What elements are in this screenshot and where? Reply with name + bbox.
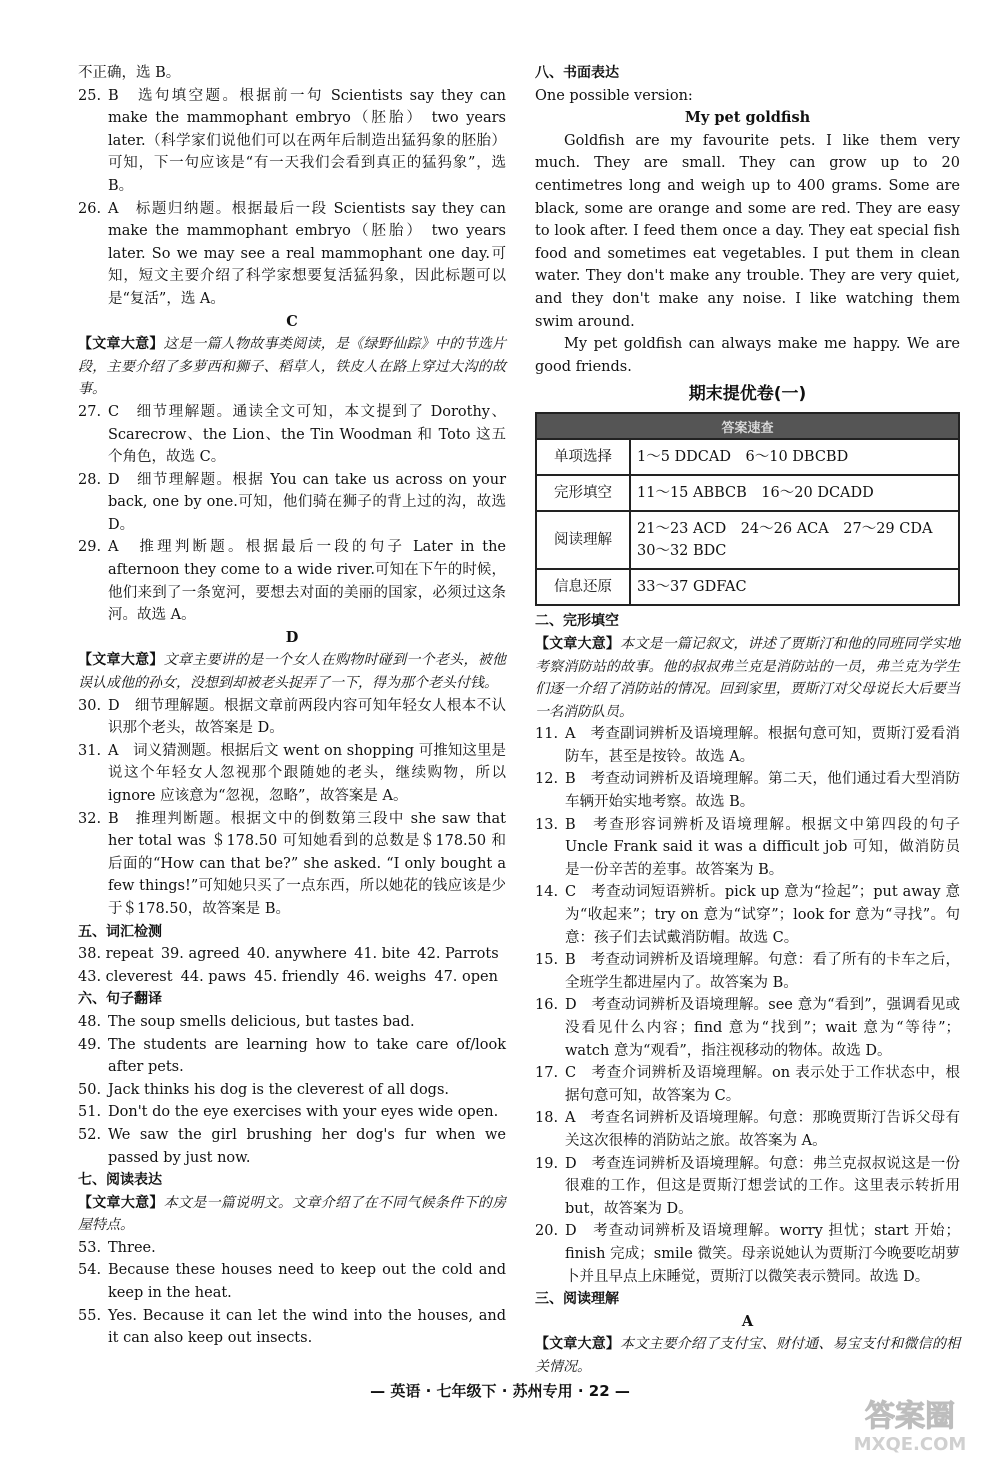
right-column [535,62,960,1379]
item-number: 25. [78,87,102,104]
item-text: A 标题归纳题。根据最后一段 Scientists say they can make the mammophant embryo（胚胎） two years later. So we may see a real mammophant one day.可知，短文主要介绍了科学家想要复活猛犸象，因此标题可以是“复活”，选 A。 [108,200,506,307]
summary-tag: 【文章大意】 [78,336,164,353]
item-number: 12. [535,771,559,788]
answer-item [535,1107,960,1152]
section-heading-writing: 八、书面表达 [535,65,619,81]
item-text: The soup smells delicious, but tastes bad. [108,1013,415,1030]
answer-item [535,768,960,813]
answer-table-row [536,475,959,511]
section-heading: 六、句子翻译 [78,991,162,1008]
essay-title: My pet goldfish [684,109,811,127]
item-text: The students are learning how to take care of/look after pets. [108,1036,506,1076]
answer-keys: 11～15 ABBCB 16～20 DCADD [630,475,959,511]
vocab-answer: 42. Parrots [417,946,499,963]
vocab-answer: 39. agreed [160,946,240,963]
answer-table-row [536,439,959,475]
answer-item [535,881,960,949]
item-text: C 细节理解题。通读全文可知，本文提到了 Dorothy、Scarecrow、the Lion、the Tin Woodman 和 Toto 这五个角色，故选 C。 [108,403,506,466]
vocab-answer: 45. friendly [254,968,339,985]
answer-category: 信息还原 [536,569,630,605]
section-heading: 五、词汇检测 [78,923,162,940]
item-text: B 考查动词辨析及语境理解。句意：看了所有的卡车之后，全班学生都进屋内了。故答案为 B。 [565,952,960,991]
item-text: A 词义猜测题。根据后文 went on shopping 可推知这里是说这个年轻女人忽视那个跟随她的老头，继续购物，所以 ignore 应该意为“忽视，忽略”，故答案是 A。 [108,742,506,804]
item-text: A 考查名词辨析及语境理解。句意：那晚贾斯汀告诉父母有关这次很棒的消防站之旅。故答案为 A。 [565,1110,960,1149]
item-text: B 推理判断题。根据文中的倒数第三段中 she saw that her total was ＄178.50 可知她看到的总数是＄178.50 和后面的“How can that be?” she asked. “I only bought a few things!”可知她只买了一点东西，所以她花的钱应该是少于＄178.50，故答案是 B。 [108,810,506,917]
watermark-url: MXQE.COM [853,1434,967,1455]
vocab-row [78,966,506,989]
item-number: 26. [78,200,102,217]
item-text: D 考查连词辨析及语境理解。句意：弗兰克叔叔说这是一份很难的工作，但这是贾斯汀想尝试的工作。这里表示转折用 but，故答案为 D。 [565,1155,960,1217]
vocab-row [78,943,506,966]
passage-summary [535,633,960,723]
item-number: 20. [535,1223,559,1240]
answer-item [535,814,960,882]
essay-paragraph: Goldfish are my favourite pets. I like them very much. They are small. They can grow up to 20 centimetres long and weigh up to 400 grams. Some are black, some are orange and some are red. They are easy to look after. I feed them once a day. They eat special fish food and sometimes eat vegetables. I put them in clean water. They don't make any trouble. They are very quiet, and they don't make any noise. I like watching them swim around. [535,132,960,330]
answer-table-row [536,569,959,605]
item-number: 17. [535,1065,559,1082]
item-number: 11. [535,726,559,743]
item-number: 18. [535,1110,559,1127]
answer-item [535,994,960,1062]
passage-summary [535,1333,960,1378]
vocab-answer: 47. open [434,968,498,985]
vocab-answer: 41. bite [354,946,411,963]
answer-item [78,1079,506,1102]
answer-keys: 33～37 GDFAC [630,569,959,605]
item-text: Jack thinks his dog is the cleverest of all dogs. [108,1081,450,1098]
item-number: 29. [78,539,102,556]
answer-item [78,198,506,311]
summary-text: 这是一篇人物故事类阅读，是《绿野仙踪》中的节选片段，主要介绍了多萝西和狮子、稻草人，铁皮人在路上穿过大沟的故事。 [78,336,506,398]
summary-tag: 【文章大意】 [535,635,621,652]
item-text: D 考查动词辨析及语境理解。worry 担忧；start 开始；finish 完成；smile 微笑。母亲说她认为贾斯汀今晚要吃胡萝卜并且早点上床睡觉，贾斯汀以微笑表示赞同。故选 D。 [565,1223,960,1285]
answer-category: 单项选择 [536,439,630,475]
section-heading: 三、阅读理解 [535,1291,619,1308]
passage-summary [78,649,506,694]
summary-tag: 【文章大意】 [535,1336,621,1353]
answer-keys: 1～5 DDCAD 6～10 DBCBD [630,439,959,475]
item-text: C 考查介词辨析及语境理解。on 表示处于工作状态中，根据句意可知，故答案为 C。 [565,1065,960,1104]
summary-text: 文章主要讲的是一个女人在购物时碰到一个老头，被他误认成他的孙女，没想到却被老头捉弄了一下，得为那个老头付钱。 [78,652,506,692]
item-number: 14. [535,884,559,901]
section-heading: 二、完形填空 [535,613,619,630]
item-text: D 考查动词辨析及语境理解。see 意为“看到”，强调看见或没看见什么内容；find 意为“找到”；wait 意为“等待”；watch 意为“观看”，指注视移动的物体。故选 D。 [565,997,960,1059]
watermark-text: 答案圈 [865,1399,955,1434]
left-column [78,62,506,1350]
answer-item [78,1124,506,1169]
passage-summary [78,333,506,401]
item-number: 31. [78,742,102,759]
summary-text: 本文是一篇说明文。文章介绍了在不同气候条件下的房屋特点。 [78,1194,506,1234]
answer-item [535,949,960,994]
answer-item [78,85,506,198]
item-text: D 细节理解题。根据文章前两段内容可知年轻女人根本不认识那个老头，故答案是 D。 [108,697,506,737]
answer-item [78,740,506,808]
passage-label: C [286,312,298,330]
answer-table [535,412,960,606]
item-text: Because these houses need to keep out the cold and keep in the heat. [108,1262,506,1302]
item-number: 19. [535,1155,559,1172]
answer-item [535,1220,960,1288]
page-footer: — 英语 · 七年级下 · 苏州专用 · 22 — [370,1382,630,1400]
item-number: 27. [78,403,102,420]
item-number: 15. [535,952,559,969]
item-text: Yes. Because it can let the wind into the houses, and it can also keep out insects. [108,1307,506,1347]
watermark-logo [825,1392,995,1456]
item-text: B 考查形容词辨析及语境理解。根据文中第四段的句子 Uncle Frank said it was a difficult job 可知，做消防员是一份辛苦的差事。故答案为 B。 [565,816,960,878]
answer-item [535,1062,960,1107]
answer-item [78,1237,506,1260]
summary-text: 本文主要介绍了支付宝、财付通、易宝支付和微信的相关情况。 [535,1336,961,1375]
vocab-answer: 40. anywhere [247,946,347,963]
item-number: 49. [78,1036,102,1053]
section-heading: 七、阅读表达 [78,1172,162,1189]
item-number: 16. [535,997,559,1014]
item-text: A 推理判断题。根据最后一段的句子 Later in the afternoon they come to a wide river.可知在下午的时候，他们来到了一条宽河，要想去对面的美丽的国家，必须过这条河。故选 A。 [108,539,506,624]
item-number: 30. [78,697,102,714]
answer-category: 阅读理解 [536,511,630,569]
answer-item [535,1153,960,1221]
answer-item [78,401,506,469]
right-answers [535,610,960,1378]
item-number: 55. [78,1307,102,1324]
passage-label: A [741,1312,754,1330]
answer-item [78,469,506,537]
item-number: 28. [78,471,102,488]
item-number: 51. [78,1104,102,1121]
item-number: 48. [78,1013,102,1030]
answer-item [78,1101,506,1124]
summary-tag: 【文章大意】 [78,1194,164,1211]
answer-keys: 21～23 ACD 24～26 ACA 27～29 CDA 30～32 BDC [630,511,959,569]
answer-item [78,536,506,626]
item-text: B 选句填空题。根据前一句 Scientists say they can make the mammophant embryo（胚胎） two years later.（科学家们说他们可以在两年后制造出猛犸象的胚胎）可知，下一句应该是“有一天我们会看到真正的猛犸象”，选 B。 [108,87,506,194]
answer-text: 不正确，选 B。 [78,65,181,81]
item-text: A 考查副词辨析及语境理解。根据句意可知，贾斯汀爱看消防车，甚至是按铃。故选 A。 [565,726,960,765]
summary-tag: 【文章大意】 [78,652,164,669]
answer-item [78,695,506,740]
answer-item [78,1305,506,1350]
possible-version-label: One possible version: [535,87,693,104]
answer-item [535,723,960,768]
item-text: We saw the girl brushing her dog's fur when we passed by just now. [108,1126,506,1166]
item-text: Three. [108,1239,156,1256]
answer-item [78,1259,506,1304]
passage-summary [78,1192,506,1237]
vocab-answer: 38. repeat [78,946,154,963]
vocab-answer: 46. weighs [346,968,427,985]
item-text: D 细节理解题。根据 You can take us across on your back, one by one.可知，他们骑在狮子的背上过的沟，故选 D。 [108,471,506,533]
item-number: 32. [78,810,102,827]
answer-table-row [536,511,959,569]
item-text: C 考查动词短语辨析。pick up 意为“捡起”；put away 意为“收起来”；try on 意为“试穿”；look for 意为“寻找”。句意：孩子们去试戴消防帽。故选 C。 [565,884,960,946]
summary-text: 本文是一篇记叙文，讲述了贾斯汀和他的同班同学实地考察消防站的故事。他的叔叔弗兰克是消防站的一员，弗兰克为学生们逐一介绍了消防站的情况。回到家里，贾斯汀对父母说长大后要当一名消防队员。 [535,635,961,720]
item-number: 54. [78,1262,102,1279]
answer-item [78,1011,506,1034]
answer-table-header: 答案速查 [536,413,959,439]
essay-paragraph: My pet goldfish can always make me happy. We are good friends. [535,336,960,375]
passage-label: D [285,628,299,646]
answer-item [78,1034,506,1079]
exam-title: 期末提优卷(一) [688,384,807,405]
item-number: 13. [535,816,559,833]
vocab-answer: 44. paws [180,968,247,985]
item-number: 53. [78,1239,102,1256]
item-number: 52. [78,1126,102,1143]
item-number: 50. [78,1081,102,1098]
answer-item [78,808,506,921]
item-text: Don't do the eye exercises with your eyes wide open. [108,1104,499,1121]
item-text: B 考查动词辨析及语境理解。第二天，他们通过看大型消防车辆开始实地考察。故选 B。 [565,771,960,811]
vocab-answer: 43. cleverest [78,968,173,985]
answer-category: 完形填空 [536,475,630,511]
